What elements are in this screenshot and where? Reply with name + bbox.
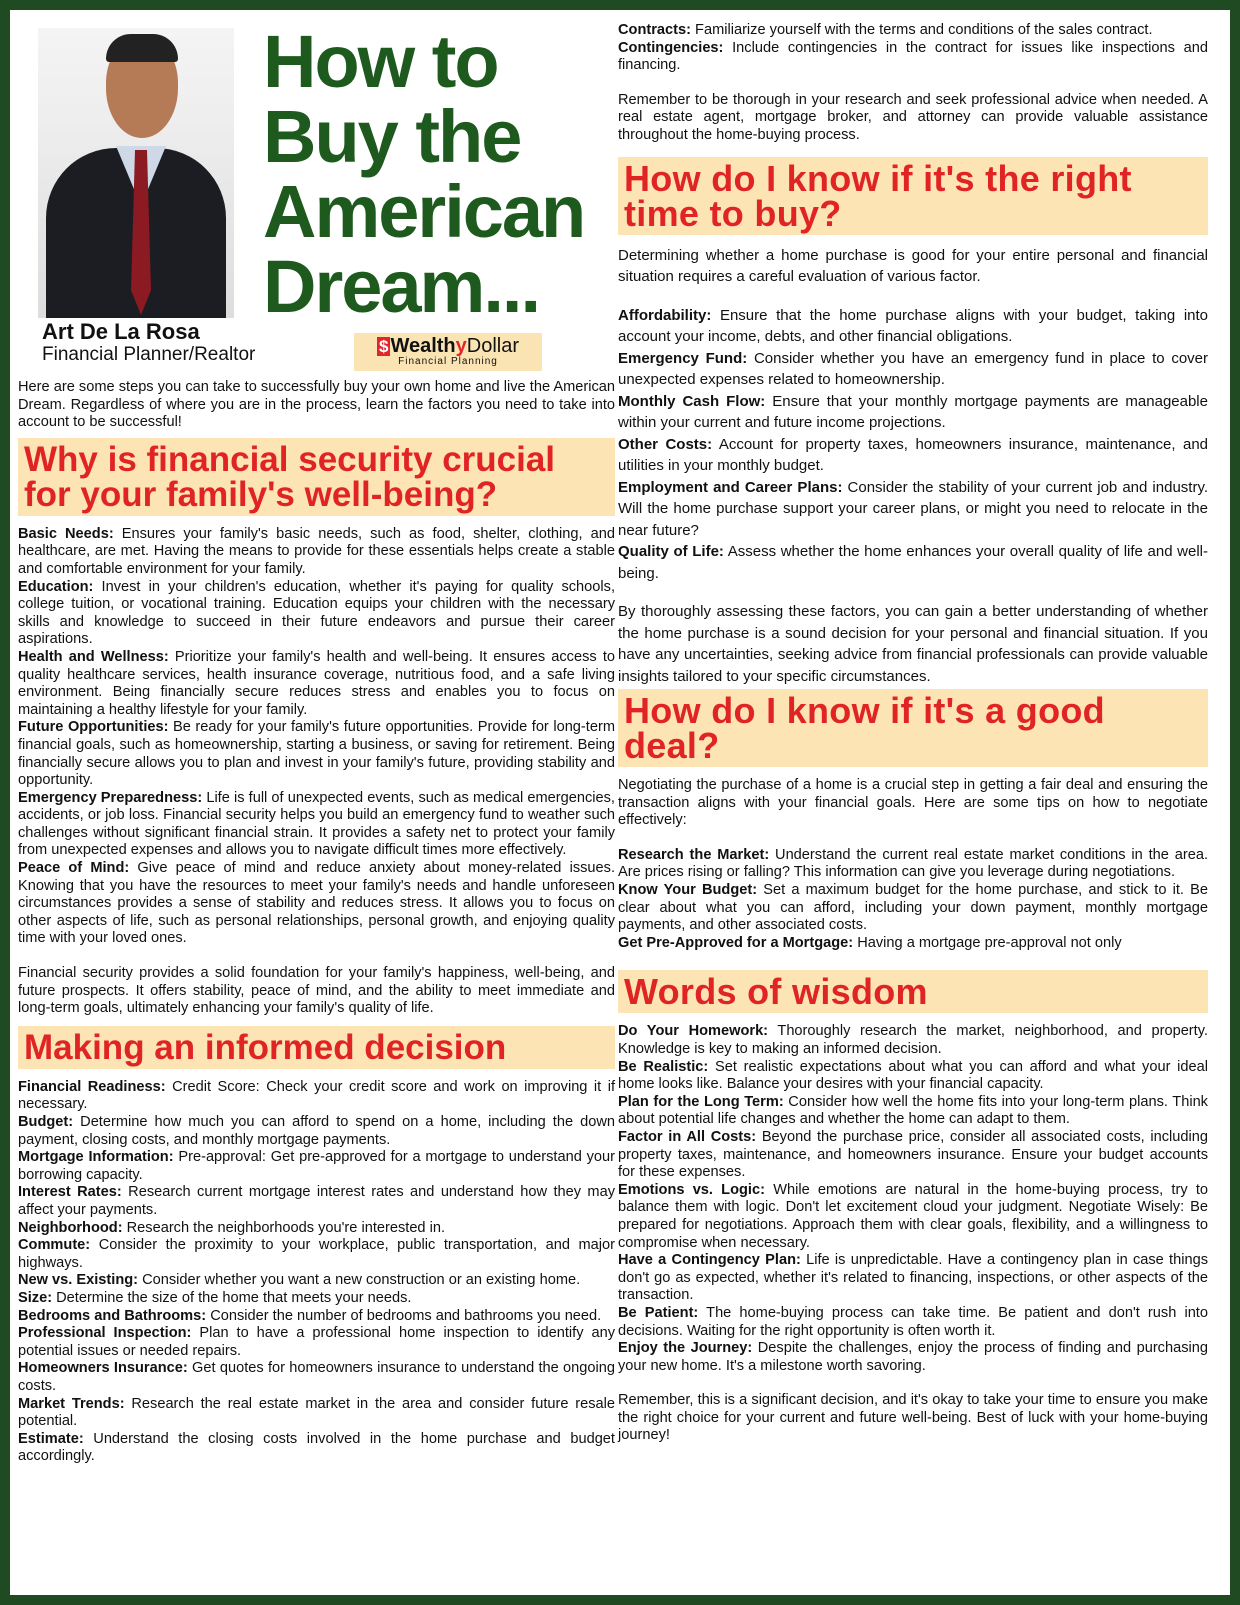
item-label: Be Patient: bbox=[618, 1304, 699, 1321]
item-text: Credit Score: Check your credit score and work on improving it if necessary. bbox=[18, 1078, 615, 1113]
list-item bbox=[18, 860, 615, 948]
item-label: Affordability: bbox=[618, 306, 712, 324]
list-item bbox=[618, 434, 1208, 477]
item-label: Budget: bbox=[18, 1114, 74, 1130]
section-heading: Words of wisdom bbox=[618, 970, 1208, 1013]
item-text: While emotions are natural in the home-buying process, try to balance them with logic. Don't let excitement cloud your judgment. Negotiate Wisely: Be prepared for negotiations. Approach them with clear goals, flexibility, and a willingness to compromise when necessary. bbox=[618, 1181, 1209, 1251]
list-item bbox=[618, 847, 1208, 882]
right-column bbox=[618, 22, 1208, 1445]
item-label: Contracts: bbox=[618, 22, 691, 38]
item-label: Plan for the Long Term: bbox=[618, 1093, 784, 1110]
informed-decision-list bbox=[18, 1079, 615, 1466]
item-label: Know Your Budget: bbox=[618, 882, 758, 899]
list-item bbox=[618, 935, 1208, 953]
item-text: Ensure that your monthly mortgage payments are manageable within your current and future income projections. bbox=[618, 392, 1208, 432]
item-label: Quality of Life: bbox=[618, 543, 724, 561]
item-text: Prioritize your family's health and well-being. It ensures access to quality healthcare services, health insurance coverage, nutritious food, and a safe living environment. Being financially secure reduces stress and enables you to focus on maintaining a healthy lifestyle for your family. bbox=[18, 648, 615, 718]
list-item bbox=[618, 1182, 1208, 1252]
list-item bbox=[18, 1220, 615, 1238]
item-text: Beyond the purchase price, consider all associated costs, including property taxes, maintenance, and homeowners insurance. Ensure your budget accounts for these expenses. bbox=[618, 1128, 1208, 1181]
list-item bbox=[18, 1431, 615, 1466]
item-label: Emergency Fund: bbox=[618, 349, 748, 367]
item-label: Health and Wellness: bbox=[18, 648, 169, 665]
item-text: Plan to have a professional home inspection to identify any potential issues or needed repairs. bbox=[18, 1325, 615, 1359]
intro-text: Here are some steps you can take to successfully buy your own home and live the American Dream. Regardless of where you are in the process, learn the factors you need to take into account to be successful! bbox=[18, 379, 615, 431]
item-text: Determine how much you can afford to spend on a home, including the down payment, closing costs, and monthly mortgage payments. bbox=[18, 1114, 615, 1148]
section-heading: How do I know if it's the right time to buy? bbox=[618, 157, 1208, 235]
item-text: Despite the challenges, enjoy the process of finding and purchasing your new home. It's a milestone worth savoring. bbox=[618, 1340, 1208, 1374]
section-intro: Negotiating the purchase of a home is a crucial step in getting a fair deal and ensuring the transaction aligns with your financial goals. Here are some tips on how to negotiate effectively: bbox=[618, 777, 1208, 829]
item-text: Include contingencies in the contract for issues like inspections and financing. bbox=[618, 39, 1208, 74]
item-text: Account for property taxes, homeowners insurance, maintenance, and utilities in your monthly budget. bbox=[618, 435, 1209, 475]
item-label: Size: bbox=[18, 1289, 53, 1306]
item-text: Life is unpredictable. Have a contingency plan in case things don't go as expected, whether it's related to financing, inspections, or other aspects of the transaction. bbox=[618, 1252, 1208, 1304]
list-item bbox=[18, 790, 615, 860]
item-text: Understand the closing costs involved in the home purchase and budget accordingly. bbox=[18, 1430, 615, 1465]
author-name: Art De La Rosa bbox=[42, 319, 200, 344]
item-label: Peace of Mind: bbox=[18, 860, 130, 877]
list-item bbox=[618, 1340, 1208, 1375]
item-text: Be ready for your family's future opportunities. Provide for long-term financial goals, such as homeownership, starting a business, or saving for retirement. Being financially secure allows you to plan and invest in your family's future, providing stability and opportunity. bbox=[18, 719, 615, 789]
item-label: Financial Readiness: bbox=[18, 1078, 166, 1095]
item-text: Consider whether you have an emergency fund in place to cover unexpected expenses related to homeownership. bbox=[618, 349, 1208, 389]
item-text: Consider the stability of your current job and industry. Will the home purchase support your career plans, or might you need to relocate in the near future? bbox=[618, 478, 1209, 539]
item-label: Commute: bbox=[18, 1237, 91, 1254]
list-item bbox=[18, 1308, 615, 1326]
item-text: Ensures your family's basic needs, such as food, shelter, clothing, and healthcare, are met. Having the means to provide for these essentials helps create a stable and comfortable environment for your family. bbox=[18, 525, 615, 577]
item-text: Give peace of mind and reduce anxiety about money-related issues. Knowing that you have the resources to meet your family's needs and handle unforeseen circumstances provides a sense of stability and reduces stress. It allows you to focus on other aspects of life, such as personal relationships, personal growth, and enjoying quality time with your loved ones. bbox=[18, 860, 616, 947]
list-item bbox=[18, 526, 615, 579]
wisdom-list bbox=[618, 1023, 1208, 1375]
list-item bbox=[18, 1325, 615, 1360]
list-item bbox=[618, 348, 1208, 391]
list-item bbox=[618, 882, 1208, 935]
item-label: Other Costs: bbox=[618, 435, 713, 453]
item-label: Have a Contingency Plan: bbox=[618, 1252, 801, 1269]
list-item bbox=[618, 1059, 1208, 1094]
item-label: Be Realistic: bbox=[618, 1058, 709, 1075]
item-label: Market Trends: bbox=[18, 1395, 125, 1412]
item-label: New vs. Existing: bbox=[18, 1272, 139, 1289]
left-column bbox=[18, 20, 615, 1466]
list-item bbox=[618, 1305, 1208, 1340]
item-text: The home-buying process can take time. Be patient and don't rush into decisions. Waiting for the right opportunity is often worth it. bbox=[618, 1304, 1208, 1339]
item-text: Understand the current real estate market conditions in the area. Are prices rising or falling? This information can give you leverage during negotiations. bbox=[618, 846, 1209, 881]
item-text: Consider the number of bedrooms and bathrooms you need. bbox=[210, 1307, 602, 1324]
item-label: Emotions vs. Logic: bbox=[618, 1181, 765, 1198]
list-item bbox=[18, 1114, 615, 1149]
list-item bbox=[618, 40, 1208, 75]
list-item bbox=[18, 579, 615, 649]
item-label: Education: bbox=[18, 578, 94, 595]
item-text: Research the real estate market in the area and consider future resale potential. bbox=[18, 1395, 616, 1430]
list-item bbox=[18, 1396, 615, 1431]
list-item bbox=[618, 541, 1208, 584]
flyer-page bbox=[10, 10, 1230, 1595]
author-photo bbox=[38, 28, 234, 318]
item-text: Familiarize yourself with the terms and conditions of the sales contract. bbox=[695, 22, 1153, 38]
item-label: Research the Market: bbox=[618, 846, 770, 863]
item-text: Pre-approval: Get pre-approved for a mortgage to understand your borrowing capacity. bbox=[18, 1149, 615, 1183]
list-item bbox=[618, 1094, 1208, 1129]
list-item bbox=[618, 1252, 1208, 1305]
item-label: Get Pre-Approved for a Mortgage: bbox=[618, 934, 854, 951]
list-item bbox=[18, 1184, 615, 1219]
list-item bbox=[618, 1129, 1208, 1182]
item-text: Consider the proximity to your workplace, public transportation, and major highways. bbox=[18, 1237, 615, 1271]
page-title: How to Buy the American Dream... bbox=[263, 20, 585, 328]
author-role: Financial Planner/Realtor bbox=[42, 344, 256, 365]
item-label: Enjoy the Journey: bbox=[618, 1340, 753, 1357]
item-text: Thoroughly research the market, neighborhood, and property. Knowledge is key to making an informed decision. bbox=[618, 1023, 1208, 1057]
section-heading: How do I know if it's a good deal? bbox=[618, 689, 1208, 767]
right-time-list bbox=[618, 305, 1208, 585]
section-heading: Why is financial security crucial for your family's well-being? bbox=[18, 438, 615, 516]
list-item bbox=[618, 477, 1208, 542]
item-text: Invest in your children's education, whether it's paying for quality schools, college tuition, or vocational training. Education equips your children with the necessary skills and knowledge to succeed in their future endeavors and pursue their career aspirations. bbox=[18, 578, 615, 648]
item-label: Factor in All Costs: bbox=[618, 1128, 757, 1145]
item-text: Research the neighborhoods you're interested in. bbox=[126, 1219, 446, 1236]
list-item bbox=[618, 1023, 1208, 1058]
list-item bbox=[18, 1360, 615, 1395]
item-text: Life is full of unexpected events, such as medical emergencies, accidents, or job loss. Financial security helps you build an emergency fund to weather such challenges without significant financial strain. It provides a safety net to protect your family from unexpected expenses and allows you to navigate difficult times more effectively. bbox=[18, 789, 615, 859]
section-intro: Determining whether a home purchase is good for your entire personal and financial situation requires a careful evaluation of various factor. bbox=[618, 246, 1208, 286]
item-text: Set a maximum budget for the home purchase, and stick to it. Be clear about what you can afford, including your down payment, monthly mortgage payments, and other associated costs. bbox=[618, 882, 1208, 934]
item-text: Determine the size of the home that meets your needs. bbox=[56, 1289, 412, 1306]
good-deal-list bbox=[618, 847, 1208, 953]
section-closing: Financial security provides a solid foundation for your family's happiness, well-being, and future prospects. It offers stability, peace of mind, and the ability to meet immediate and long-term goals, ultimately enhancing your family's quality of life. bbox=[18, 965, 615, 1017]
item-label: Employment and Career Plans: bbox=[618, 478, 843, 496]
section-heading: Making an informed decision bbox=[18, 1026, 615, 1069]
item-text: Set realistic expectations about what you can afford and what your ideal home looks like. Balance your desires with your financial capacity. bbox=[618, 1058, 1208, 1093]
item-label: Bedrooms and Bathrooms: bbox=[18, 1307, 207, 1324]
section-closing: Remember to be thorough in your research and seek professional advice when needed. A real estate agent, mortgage broker, and attorney can provide valuable assistance throughout the home-buying process. bbox=[618, 91, 1208, 143]
item-label: Neighborhood: bbox=[18, 1219, 123, 1236]
list-item bbox=[18, 719, 615, 789]
item-text: Ensure that the home purchase aligns with your budget, taking into account your income, debts, and other financial obligations. bbox=[618, 306, 1209, 346]
item-label: Do Your Homework: bbox=[618, 1023, 769, 1040]
item-label: Contingencies: bbox=[618, 39, 724, 56]
list-item bbox=[18, 1237, 615, 1272]
list-item bbox=[18, 649, 615, 719]
item-label: Future Opportunities: bbox=[18, 719, 169, 736]
item-label: Mortgage Information: bbox=[18, 1149, 174, 1166]
item-text: Having a mortgage pre-approval not only bbox=[857, 934, 1122, 951]
item-label: Homeowners Insurance: bbox=[18, 1360, 188, 1377]
list-item bbox=[618, 391, 1208, 434]
item-label: Estimate: bbox=[18, 1430, 84, 1447]
section-closing: By thoroughly assessing these factors, you can gain a better understanding of whether the home purchase is a sound decision for your personal and financial situation. If you have any uncertainties, seeking advice from financial professionals can provide valuable insights tailored to your specific circumstances. bbox=[618, 603, 1208, 685]
list-item bbox=[618, 305, 1208, 348]
list-item bbox=[18, 1272, 615, 1290]
item-label: Professional Inspection: bbox=[18, 1325, 192, 1342]
item-label: Monthly Cash Flow: bbox=[618, 392, 766, 410]
item-text: Research current mortgage interest rates and understand how they may affect your payments. bbox=[18, 1184, 616, 1218]
section-closing: Remember, this is a significant decision, and it's okay to take your time to ensure you make the right choice for your current and future well-being. Best of luck with your home-buying journey! bbox=[618, 1392, 1208, 1444]
item-label: Emergency Preparedness: bbox=[18, 789, 203, 806]
wealthy-dollar-logo: $ WealthyDollar Financial Planning bbox=[354, 333, 542, 371]
item-text: Consider how well the home fits into your long-term plans. Think about potential life changes and whether the home can adapt to them. bbox=[618, 1093, 1208, 1128]
item-text: Get quotes for homeowners insurance to understand the ongoing costs. bbox=[18, 1360, 615, 1394]
list-item bbox=[18, 1290, 615, 1308]
list-item bbox=[18, 1079, 615, 1114]
list-item bbox=[618, 22, 1208, 40]
list-item bbox=[18, 1149, 615, 1184]
item-label: Interest Rates: bbox=[18, 1184, 122, 1201]
item-text: Consider whether you want a new construction or an existing home. bbox=[142, 1272, 581, 1289]
item-text: Assess whether the home enhances your overall quality of life and well-being. bbox=[618, 543, 1208, 582]
header bbox=[18, 20, 615, 375]
informed-decision-list-cont bbox=[618, 22, 1208, 75]
financial-security-list bbox=[18, 526, 615, 948]
item-label: Basic Needs: bbox=[18, 525, 114, 542]
